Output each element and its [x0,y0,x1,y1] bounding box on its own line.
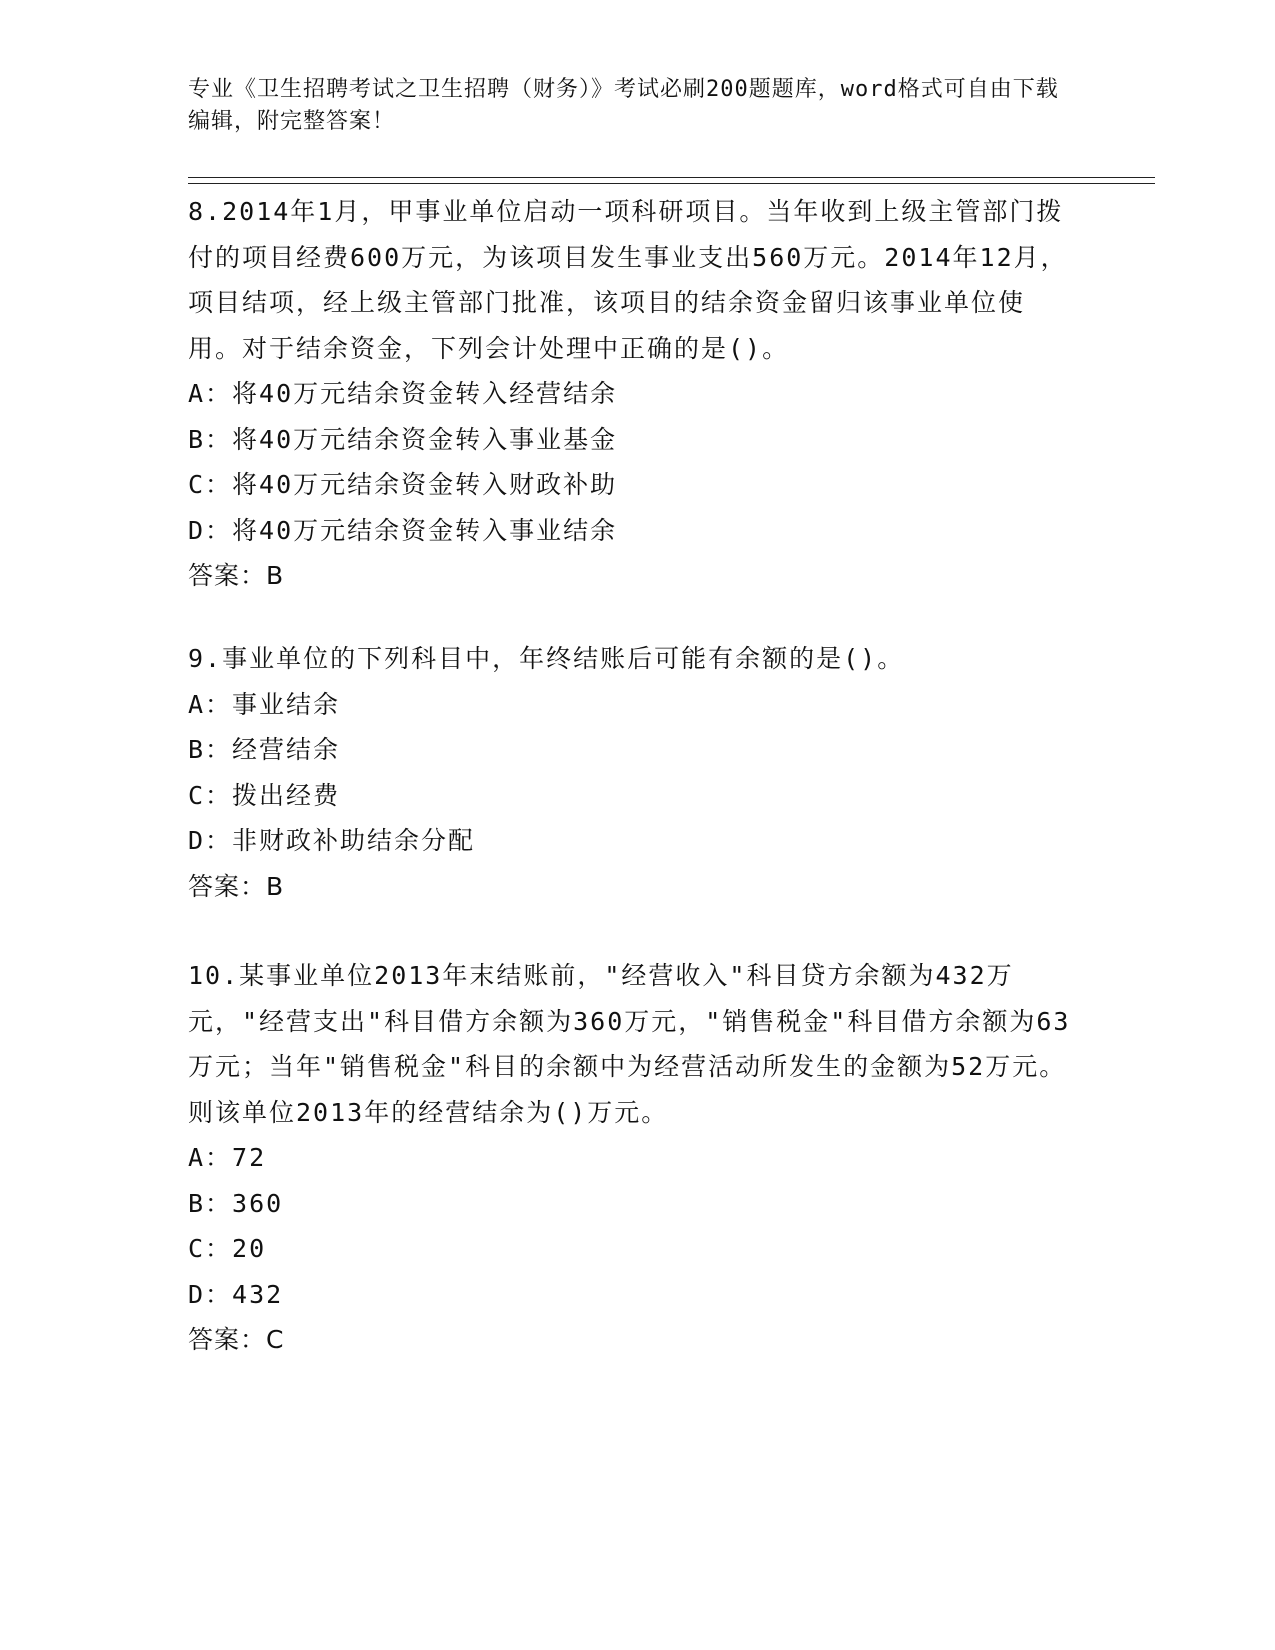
option-b: B：将40万元结余资金转入事业基金 [188,424,618,454]
option-a: A：将40万元结余资金转入经营结余 [188,379,618,408]
option-list [188,371,1078,553]
question-9 [188,636,1078,909]
question-stem: 9.事业单位的下列科目中，年终结账后可能有余额的是()。 [188,644,905,673]
option-b: B：360 [188,1188,284,1218]
option-d: D：432 [188,1279,284,1309]
option-list [188,682,1078,864]
option-c: C：将40万元结余资金转入财政补助 [188,470,618,499]
option-a: A：72 [188,1143,267,1172]
option-a: A：事业结余 [188,689,341,719]
question-10 [188,953,1078,1363]
question-stem: 8.2014年1月，甲事业单位启动一项科研项目。当年收到上级主管部门拨付的项目经费600万元，为该项目发生事业支出560万元。2014年12月，项目结项，经上级主管部门批准，该项目的结余资金留归该事业单位使用。对于结余资金，下列会计处理中正确的是()。 [188,197,1068,363]
option-d: D：将40万元结余资金转入事业结余 [188,515,618,545]
option-c: C：20 [188,1234,267,1263]
header-divider-top [188,177,1155,178]
question-8 [188,189,1078,599]
answer: 答案：B [188,561,285,590]
option-d: D：非财政补助结余分配 [188,826,476,855]
option-list [188,1135,1078,1317]
answer: 答案：C [188,1325,285,1354]
document-header: 专业《卫生招聘考试之卫生招聘（财务）》考试必刷200题题库，word格式可自由下载编辑，附完整答案！ [188,77,1059,134]
question-stem: 10.某事业单位2013年末结账前，"经营收入"科目贷方余额为432万元，"经营支出"科目借方余额为360万元，"销售税金"科目借方余额为63万元；当年"销售税金"科目的余额中为经营活动所发生的金额为52万元。则该单位2013年的经营结余为()万元。 [188,961,1071,1127]
option-c: C：拨出经费 [188,780,341,810]
answer: 答案：B [188,871,285,901]
option-b: B：经营结余 [188,735,341,764]
header-divider-bottom [188,183,1155,184]
